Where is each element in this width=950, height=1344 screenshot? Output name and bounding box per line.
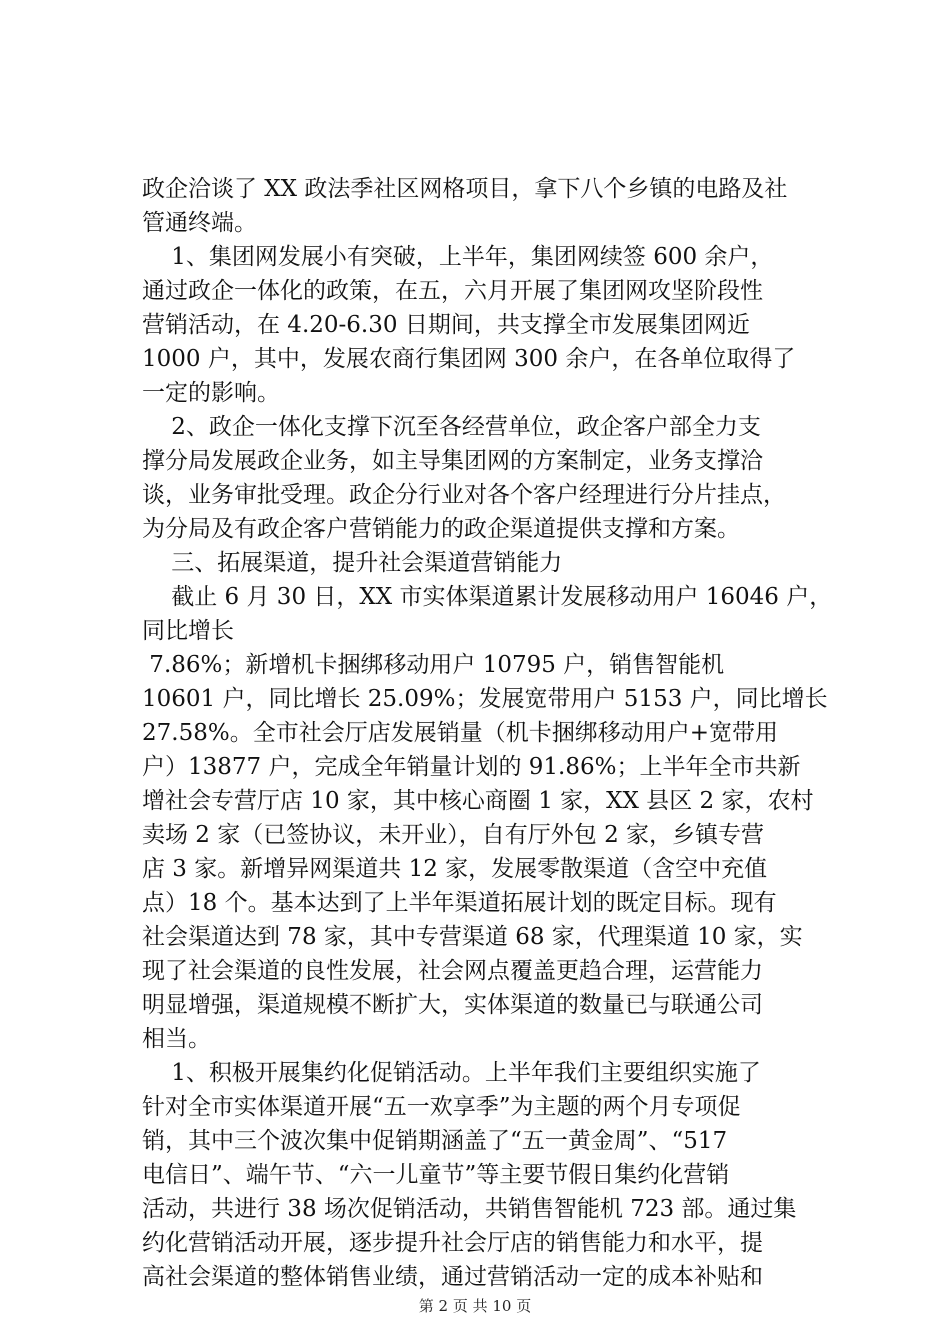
text-line: 高社会渠道的整体销售业绩，通过营销活动一定的成本补贴和 bbox=[142, 1264, 763, 1290]
text-line: 销，其中三个波次集中促销期涵盖了“五一黄金周”、“517 bbox=[142, 1128, 728, 1154]
text-line: 7.86%；新增机卡捆绑移动用户 10795 户，销售智能机 bbox=[142, 652, 725, 678]
text-line: 活动，共进行 38 场次促销活动，共销售智能机 723 部。通过集 bbox=[142, 1196, 797, 1222]
text-line: 一定的影响。 bbox=[142, 380, 280, 406]
text-line: 相当。 bbox=[142, 1026, 211, 1052]
text-line: 通过政企一体化的政策，在五，六月开展了集团网攻坚阶段性 bbox=[142, 278, 763, 304]
text-line: 同比增长 bbox=[142, 618, 234, 644]
text-line: 店 3 家。新增异网渠道共 12 家，发展零散渠道（含空中充值 bbox=[142, 856, 768, 882]
text-line: 社会渠道达到 78 家，其中专营渠道 68 家，代理渠道 10 家，实 bbox=[142, 924, 803, 950]
text-line: 撑分局发展政企业务，如主导集团网的方案制定，业务支撑洽 bbox=[142, 448, 763, 474]
text-line: 2、政企一体化支撑下沉至各经营单位，政企客户部全力支 bbox=[142, 414, 761, 440]
text-line: 电信日”、端午节、“六一儿童节”等主要节假日集约化营销 bbox=[142, 1162, 730, 1188]
text-line: 1、积极开展集约化促销活动。上半年我们主要组织实施了 bbox=[142, 1060, 761, 1086]
text-line: 谈，业务审批受理。政企分行业对各个客户经理进行分片挂点， bbox=[142, 482, 786, 508]
text-line: 明显增强，渠道规模不断扩大，实体渠道的数量已与联通公司 bbox=[142, 992, 763, 1018]
text-line: 1、集团网发展小有突破，上半年，集团网续签 600 余户， bbox=[142, 244, 774, 270]
text-line: 政企洽谈了 XX 政法季社区网格项目，拿下八个乡镇的电路及社 bbox=[142, 176, 788, 202]
section-heading: 三、拓展渠道，提升社会渠道营销能力 bbox=[142, 550, 563, 576]
text-line: 点）18 个。基本达到了上半年渠道拓展计划的既定目标。现有 bbox=[142, 890, 777, 916]
document-body bbox=[142, 172, 842, 1294]
text-line: 现了社会渠道的良性发展，社会网点覆盖更趋合理，运营能力 bbox=[142, 958, 763, 984]
text-line: 管通终端。 bbox=[142, 210, 257, 236]
text-line: 增社会专营厅店 10 家，其中核心商圈 1 家，XX 县区 2 家，农村 bbox=[142, 788, 814, 814]
text-line: 1000 户，其中，发展农商行集团网 300 余户，在各单位取得了 bbox=[142, 346, 796, 372]
text-line: 营销活动，在 4.20-6.30 日期间，共支撑全市发展集团网近 bbox=[142, 312, 750, 338]
text-line: 约化营销活动开展，逐步提升社会厅店的销售能力和水平，提 bbox=[142, 1230, 763, 1256]
page-number-footer: 第 2 页 共 10 页 bbox=[418, 1297, 532, 1315]
text-line: 卖场 2 家（已签协议，未开业），自有厅外包 2 家，乡镇专营 bbox=[142, 822, 765, 848]
text-line: 截止 6 月 30 日，XX 市实体渠道累计发展移动用户 16046 户， bbox=[142, 584, 833, 610]
text-line: 针对全市实体渠道开展“五一欢享季”为主题的两个月专项促 bbox=[142, 1094, 741, 1120]
text-line: 为分局及有政企客户营销能力的政企渠道提供支撑和方案。 bbox=[142, 516, 740, 542]
text-line: 10601 户，同比增长 25.09%；发展宽带用户 5153 户，同比增长 bbox=[142, 686, 828, 712]
text-line: 户）13877 户，完成全年销量计划的 91.86%；上半年全市共新 bbox=[142, 754, 801, 780]
text-line: 27.58%。全市社会厅店发展销量（机卡捆绑移动用户+宽带用 bbox=[142, 720, 778, 746]
